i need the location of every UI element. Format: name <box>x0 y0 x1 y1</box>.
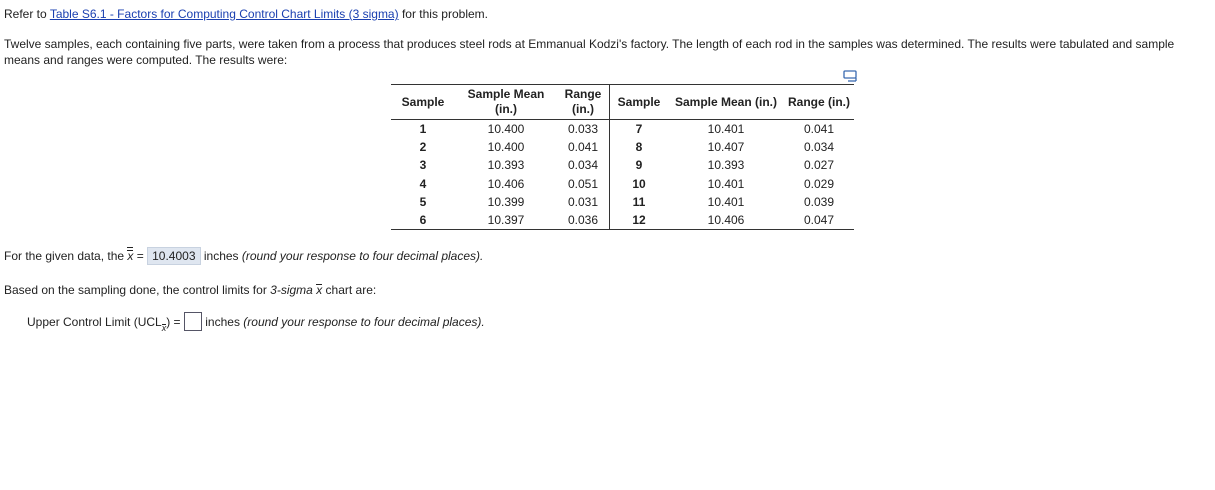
problem-description: Twelve samples, each containing five parts, were taken from a process that produces steel rods at Emmanual Kodzi's factory. The length of each rod in the samples was determined. The results were tabulated and sample means and ranges were computed. The results were: <box>4 37 1175 67</box>
sample-mean: 10.397 <box>487 213 525 228</box>
sample-mean: 10.407 <box>707 140 745 155</box>
ucl-close: ) = <box>166 315 181 330</box>
sample-range: 0.041 <box>557 138 610 156</box>
intro-prefix: Refer to <box>4 7 47 21</box>
sample-number: 7 <box>635 122 643 137</box>
sample-mean: 10.401 <box>707 194 745 209</box>
table-row <box>391 138 854 156</box>
header-range-2: Range (in.) <box>788 94 850 109</box>
sample-number: 3 <box>419 158 427 173</box>
sample-range: 0.041 <box>803 122 835 137</box>
q3-hint: (round your response to four decimal places). <box>243 315 485 330</box>
q1-symbol: x <box>127 249 134 263</box>
intro-suffix: for this problem. <box>401 7 488 21</box>
ucl-question <box>27 315 485 334</box>
header-sample: Sample <box>401 94 445 109</box>
sample-mean: 10.400 <box>487 140 525 155</box>
ucl-subscript-symbol: x <box>161 323 167 334</box>
sample-number: 2 <box>419 140 427 155</box>
sample-mean: 10.401 <box>707 176 745 191</box>
header-sample-2: Sample <box>617 94 661 109</box>
sample-mean: 10.393 <box>707 158 745 173</box>
q2-suffix: chart are: <box>325 283 377 297</box>
sample-range: 0.034 <box>803 140 835 155</box>
header-range-line2: (in.) <box>572 102 594 116</box>
x-double-bar-symbol <box>127 249 133 263</box>
sample-range: 0.033 <box>557 120 610 139</box>
sample-range: 0.047 <box>803 213 835 228</box>
sample-number: 10 <box>632 176 646 191</box>
q2-symbol: x <box>316 283 323 297</box>
sample-range: 0.051 <box>557 175 610 193</box>
sample-mean: 10.401 <box>707 122 745 137</box>
ucl-subscript <box>162 323 167 333</box>
ucl-input[interactable] <box>184 312 202 331</box>
header-sample-mean <box>455 85 557 120</box>
sample-number: 8 <box>635 140 643 155</box>
header-sample-mean-2: Sample Mean (in.) <box>674 94 778 109</box>
grand-mean-answer[interactable]: 10.4003 <box>147 247 200 265</box>
sample-range: 0.029 <box>803 176 835 191</box>
q2-prefix: Based on the sampling done, the control limits for <box>4 283 267 297</box>
sample-mean: 10.406 <box>707 213 745 228</box>
header-sample-mean-line2: (in.) <box>495 102 517 116</box>
sample-range: 0.039 <box>803 194 835 209</box>
intro-line <box>4 7 488 21</box>
sample-number: 4 <box>419 176 427 191</box>
sample-range: 0.027 <box>803 158 835 173</box>
sample-number: 6 <box>419 213 427 228</box>
sample-mean: 10.400 <box>487 122 525 137</box>
header-sample-mean-line1: Sample Mean <box>467 87 545 101</box>
header-range-line1: Range <box>564 87 602 101</box>
table-s6-1-link[interactable]: Table S6.1 - Factors for Computing Control Chart Limits (3 sigma) <box>49 7 399 21</box>
sample-number: 5 <box>419 194 427 209</box>
sample-mean: 10.399 <box>487 194 525 209</box>
grand-mean-question <box>4 249 483 263</box>
sample-number: 12 <box>632 213 646 228</box>
q1-prefix: For the given data, the <box>4 249 125 263</box>
sample-mean: 10.406 <box>487 176 525 191</box>
sample-number: 9 <box>635 158 643 173</box>
control-limits-intro <box>4 283 376 297</box>
sample-range: 0.036 <box>557 211 610 230</box>
q1-hint: (round your response to four decimal places). <box>241 249 484 263</box>
table-header-row <box>391 85 854 120</box>
sample-range: 0.034 <box>557 156 610 174</box>
copy-table-icon[interactable] <box>843 70 857 82</box>
table-row <box>391 156 854 174</box>
sample-number: 11 <box>632 194 646 209</box>
q1-equals: = <box>136 249 144 263</box>
header-range <box>557 85 610 120</box>
ucl-label: Upper Control Limit (UCL <box>27 315 162 330</box>
q3-unit: inches <box>205 315 240 330</box>
q1-unit: inches <box>203 249 239 263</box>
sample-number: 1 <box>419 122 427 137</box>
q2-sigma: 3-sigma <box>270 283 313 297</box>
sample-data-table <box>391 84 854 230</box>
table-row <box>391 193 854 211</box>
x-bar-symbol <box>316 283 322 297</box>
sample-mean: 10.393 <box>487 158 525 173</box>
table-row <box>391 175 854 193</box>
table-row <box>391 120 854 139</box>
sample-range: 0.031 <box>557 193 610 211</box>
table-row <box>391 211 854 230</box>
